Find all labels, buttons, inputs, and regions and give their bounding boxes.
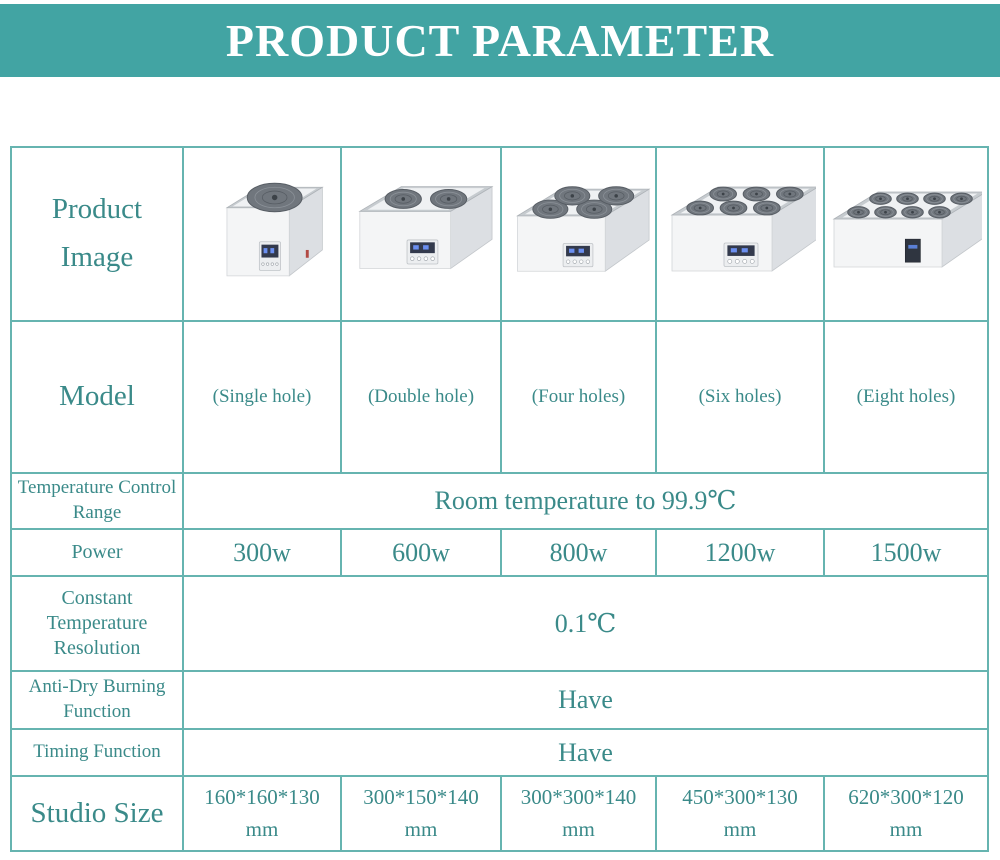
model-value-six-holes: (Six holes)	[656, 321, 824, 473]
power-value-four-holes: 800w	[501, 529, 656, 576]
row-label-timing-function: Timing Function	[11, 729, 183, 776]
row-timing-function	[11, 729, 988, 776]
studio-size-unit: mm	[404, 816, 438, 841]
row-label-model: Model	[11, 321, 183, 473]
product-image-cell-six-holes	[656, 147, 824, 321]
studio-size-value-six-holes	[656, 776, 824, 851]
studio-size-unit: mm	[723, 816, 757, 841]
studio-size-unit: mm	[562, 816, 595, 841]
studio-size-dims: 160*160*130	[204, 785, 320, 809]
studio-size-value-double-hole	[341, 776, 501, 851]
row-model	[11, 321, 988, 473]
row-studio-size	[11, 776, 988, 851]
model-value-eight-holes: (Eight holes)	[824, 321, 988, 473]
row-label-constant-temperature-resolution: Constant Temperature Resolution	[11, 576, 183, 671]
water-bath-six-holes-image	[661, 165, 819, 303]
timing-function-value: Have	[183, 729, 988, 776]
product-image-cell-eight-holes	[824, 147, 988, 321]
row-label-anti-dry-burning-function: Anti-Dry Burning Function	[11, 671, 183, 729]
water-bath-single-hole-image	[188, 165, 336, 303]
power-value-double-hole: 600w	[341, 529, 501, 576]
studio-size-value-four-holes	[501, 776, 656, 851]
constant-temperature-resolution-value: 0.1℃	[183, 576, 988, 671]
power-value-eight-holes: 1500w	[824, 529, 988, 576]
row-temperature-control-range	[11, 473, 988, 529]
row-label-temperature-control-range: Temperature Control Range	[11, 473, 183, 529]
model-value-four-holes: (Four holes)	[501, 321, 656, 473]
temperature-control-range-value: Room temperature to 99.9℃	[183, 473, 988, 529]
page-title: PRODUCT PARAMETER	[225, 15, 775, 66]
water-bath-four-holes-image	[506, 165, 651, 303]
studio-size-dims: 620*300*120	[848, 785, 964, 809]
row-power	[11, 529, 988, 576]
studio-size-dims: 300*150*140	[363, 785, 479, 809]
product-parameter-table	[10, 146, 989, 852]
product-image-cell-double-hole	[341, 147, 501, 321]
row-label-studio-size: Studio Size	[11, 776, 183, 851]
power-value-single-hole: 300w	[183, 529, 341, 576]
studio-size-dims: 300*300*140	[520, 785, 637, 809]
studio-size-dims: 450*300*130	[682, 785, 798, 809]
product-image-cell-four-holes	[501, 147, 656, 321]
row-anti-dry-burning-function	[11, 671, 988, 729]
model-value-single-hole: (Single hole)	[183, 321, 341, 473]
power-value-six-holes: 1200w	[656, 529, 824, 576]
studio-size-unit: mm	[889, 816, 923, 841]
studio-size-value-single-hole	[183, 776, 341, 851]
anti-dry-burning-function-value: Have	[183, 671, 988, 729]
product-image-cell-single-hole	[183, 147, 341, 321]
water-bath-double-hole-image	[346, 165, 496, 303]
row-label-power: Power	[11, 529, 183, 576]
banner	[0, 4, 1000, 77]
studio-size-value-eight-holes	[824, 776, 988, 851]
row-product-image	[11, 147, 988, 321]
water-bath-eight-holes-image	[829, 165, 983, 303]
row-label-product-image: Product Image	[11, 147, 183, 321]
model-value-double-hole: (Double hole)	[341, 321, 501, 473]
row-constant-temperature-resolution	[11, 576, 988, 671]
studio-size-unit: mm	[245, 816, 279, 841]
